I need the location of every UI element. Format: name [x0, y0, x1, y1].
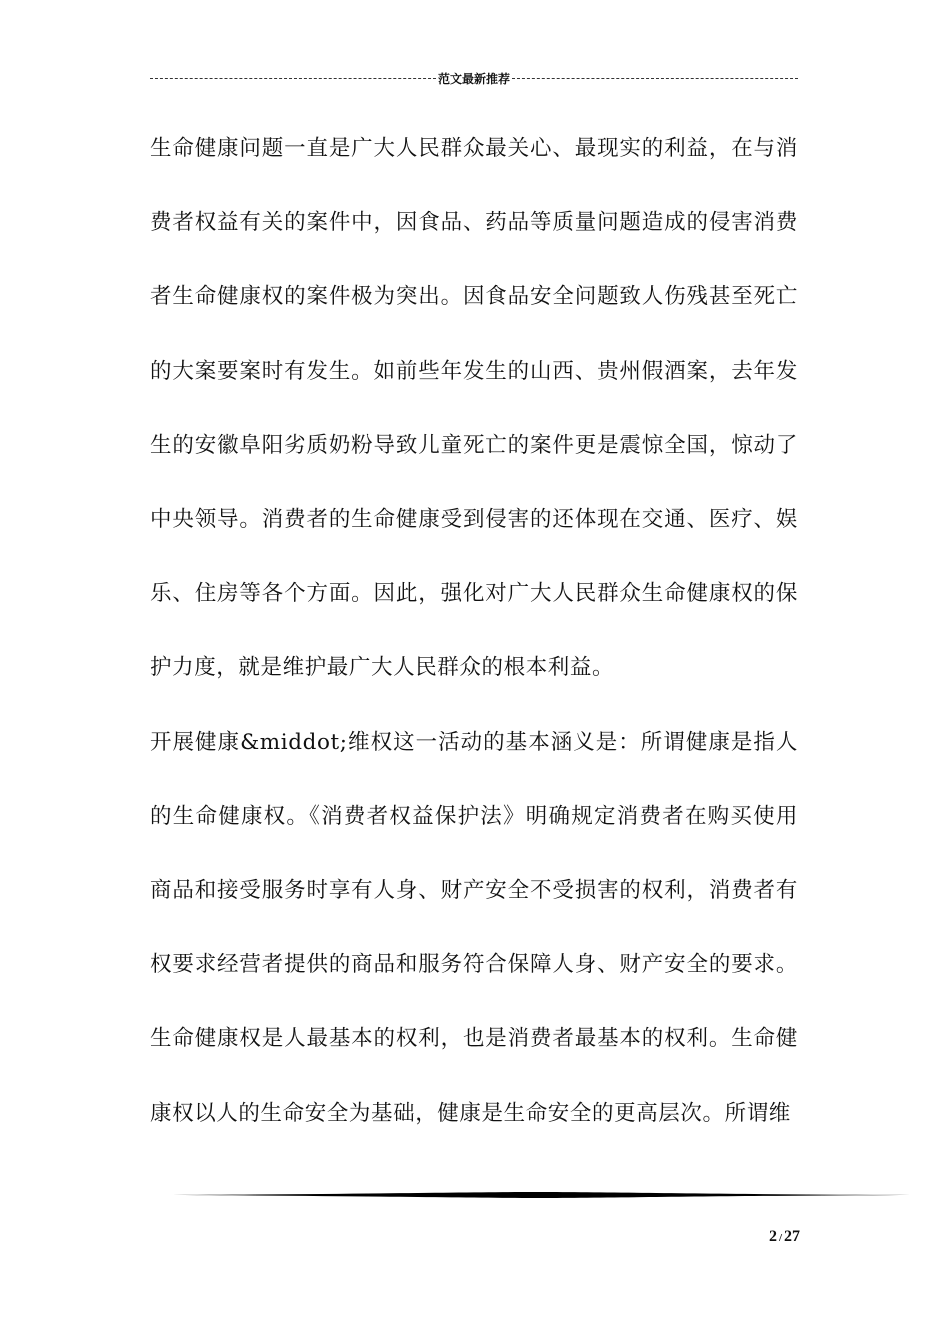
paragraph-2: 开展健康&middot;维权这一活动的基本涵义是：所谓健康是指人的生命健康权。《消费者权益保护法》明确规定消费者在购买使用商品和接受服务时享有人身、财产安全不受损害的权利，消费者有权要求经营者提供的商品和服务符合保障人身、财产安全的要求。生命健康权是人最基本的权利，也是消费者最基本的权利。生命健康权以人的生命安全为基础，健康是生命安全的更高层次。所谓维: [150, 729, 798, 1126]
document-body: [150, 112, 798, 1151]
paragraph-1: 生命健康问题一直是广大人民群众最关心、最现实的利益，在与消费者权益有关的案件中，因食品、药品等质量问题造成的侵害消费者生命健康权的案件极为突出。因食品安全问题致人伤残甚至死亡的大案要案时有发生。如前些年发生的山西、贵州假酒案，去年发生的安徽阜阳劣质奶粉导致儿童死亡的案件更是震惊全国，惊动了中央领导。消费者的生命健康受到侵害的还体现在交通、医疗、娱乐、住房等各个方面。因此，强化对广大人民群众生命健康权的保护力度，就是维护最广大人民群众的根本利益。: [150, 136, 798, 681]
header-dash-right: [512, 78, 798, 79]
footer-divider: [160, 1191, 910, 1199]
page-number: [700, 1228, 800, 1246]
header-title: 范文最新推荐: [438, 71, 511, 86]
page-separator: /: [778, 1232, 782, 1244]
header-dash-left: [150, 78, 436, 79]
current-page: 2: [768, 1228, 777, 1245]
page-header: [150, 68, 798, 88]
total-pages: 27: [784, 1228, 800, 1245]
